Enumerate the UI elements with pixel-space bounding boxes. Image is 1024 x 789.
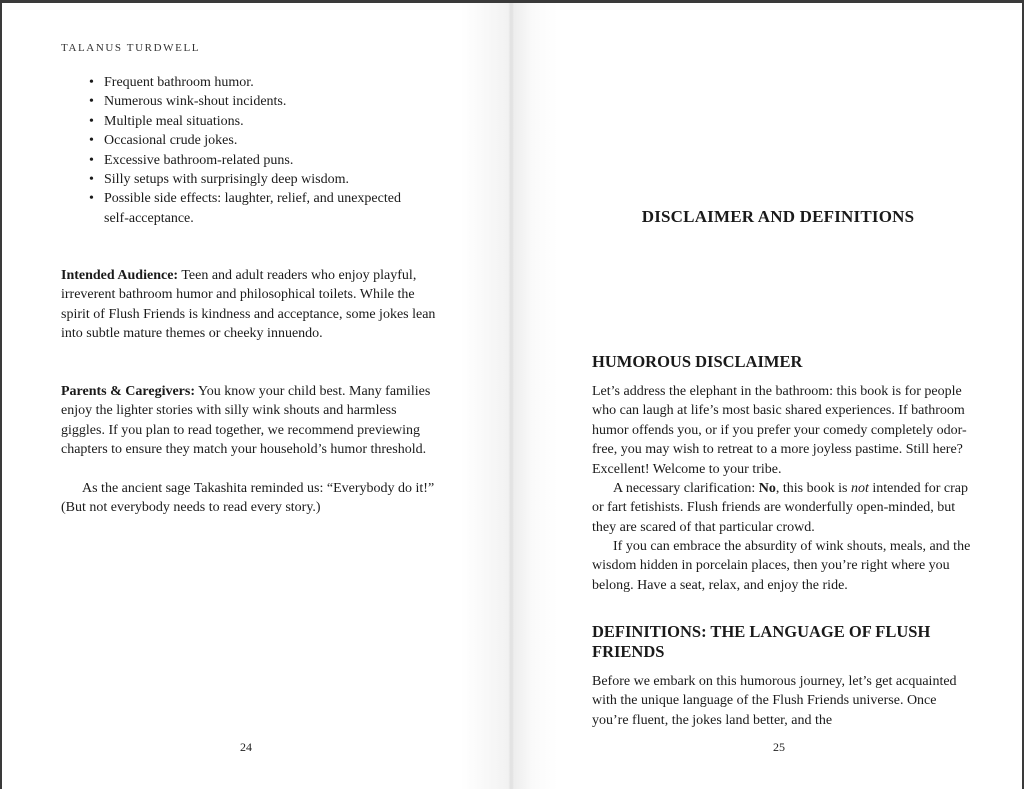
- emphasis-no: No: [758, 481, 776, 496]
- disclaimer-paragraph-1: Let’s address the elephant in the bathroom: this book is for people who can laugh at life’s most basic shared experiences. If bathroom humor offends you, or if you prefer your comedy completely odor-free, you may wish to retreat to a more joyless pastime. Still here? Excellent! Welcome to your tribe.: [592, 384, 967, 477]
- quote-paragraph: As the ancient sage Takashita reminded us: “Everybody do it!” (But not everybody needs to read every story.): [61, 481, 435, 516]
- book-gutter: [508, 3, 514, 789]
- parents-text: You know your child best. Many families enjoy the lighter stories with silly wink shouts and harmless giggles. If you plan to read together, we recommend previewing chapters to ensure they match your household’s humor threshold.: [61, 384, 431, 458]
- intended-audience-text: Teen and adult readers who enjoy playful, irreverent bathroom humor and philosophical toilets. While the spirit of Flush Friends is kindness and acceptance, some jokes lean into subtle mature themes or cheeky innuendo.: [61, 268, 436, 342]
- section-heading-disclaimer: HUMOROUS DISCLAIMER: [592, 352, 803, 371]
- list-item: • Numerous wink-shout incidents.: [85, 92, 425, 111]
- list-item: • Frequent bathroom humor.: [85, 73, 425, 92]
- disclaimer-text: A necessary clarification:: [613, 481, 759, 496]
- emphasis-not: not: [850, 481, 869, 496]
- disclaimer-text: , this book is: [775, 481, 851, 496]
- running-head: TALANUS TURDWELL: [61, 42, 201, 54]
- list-item: • Possible side effects: laughter, relief, and unexpected self-acceptance.: [85, 189, 425, 228]
- disclaimer-text: intended for crap or fart fetishists. Flush friends are wonderfully open-minded, but they are scared of that particular crowd.: [592, 481, 968, 535]
- left-page: [2, 3, 512, 789]
- disclaimer-paragraph-3: If you can embrace the absurdity of wink shouts, meals, and the wisdom hidden in porcelain places, then you’re right where you belong. Have a seat, relax, and enjoy the ride.: [592, 539, 971, 593]
- parents-paragraph: [61, 382, 441, 460]
- chapter-title: DISCLAIMER AND DEFINITIONS: [641, 207, 915, 226]
- list-item: • Occasional crude jokes.: [85, 131, 425, 150]
- section-heading-definitions: DEFINITIONS: THE LANGUAGE OF FLUSH FRIENDS: [592, 622, 931, 661]
- intended-audience-label: Intended Audience:: [61, 268, 179, 283]
- list-item: • Multiple meal situations.: [85, 112, 425, 131]
- disclaimer-paragraph-2: [592, 479, 972, 537]
- right-page: [512, 3, 1022, 789]
- list-item: • Excessive bathroom-related puns.: [85, 151, 425, 170]
- list-item: • Silly setups with surprisingly deep wisdom.: [85, 170, 425, 189]
- content-warning-list: [85, 73, 425, 228]
- page-number: 25: [773, 740, 785, 754]
- parents-label: Parents & Caregivers:: [61, 384, 195, 399]
- page-number: 24: [240, 740, 252, 754]
- definitions-paragraph-1: Before we embark on this humorous journey, let’s get acquainted with the unique language of the Flush Friends universe. Once you’re fluent, the jokes land better, and the: [592, 674, 957, 728]
- intended-audience-paragraph: [61, 266, 441, 344]
